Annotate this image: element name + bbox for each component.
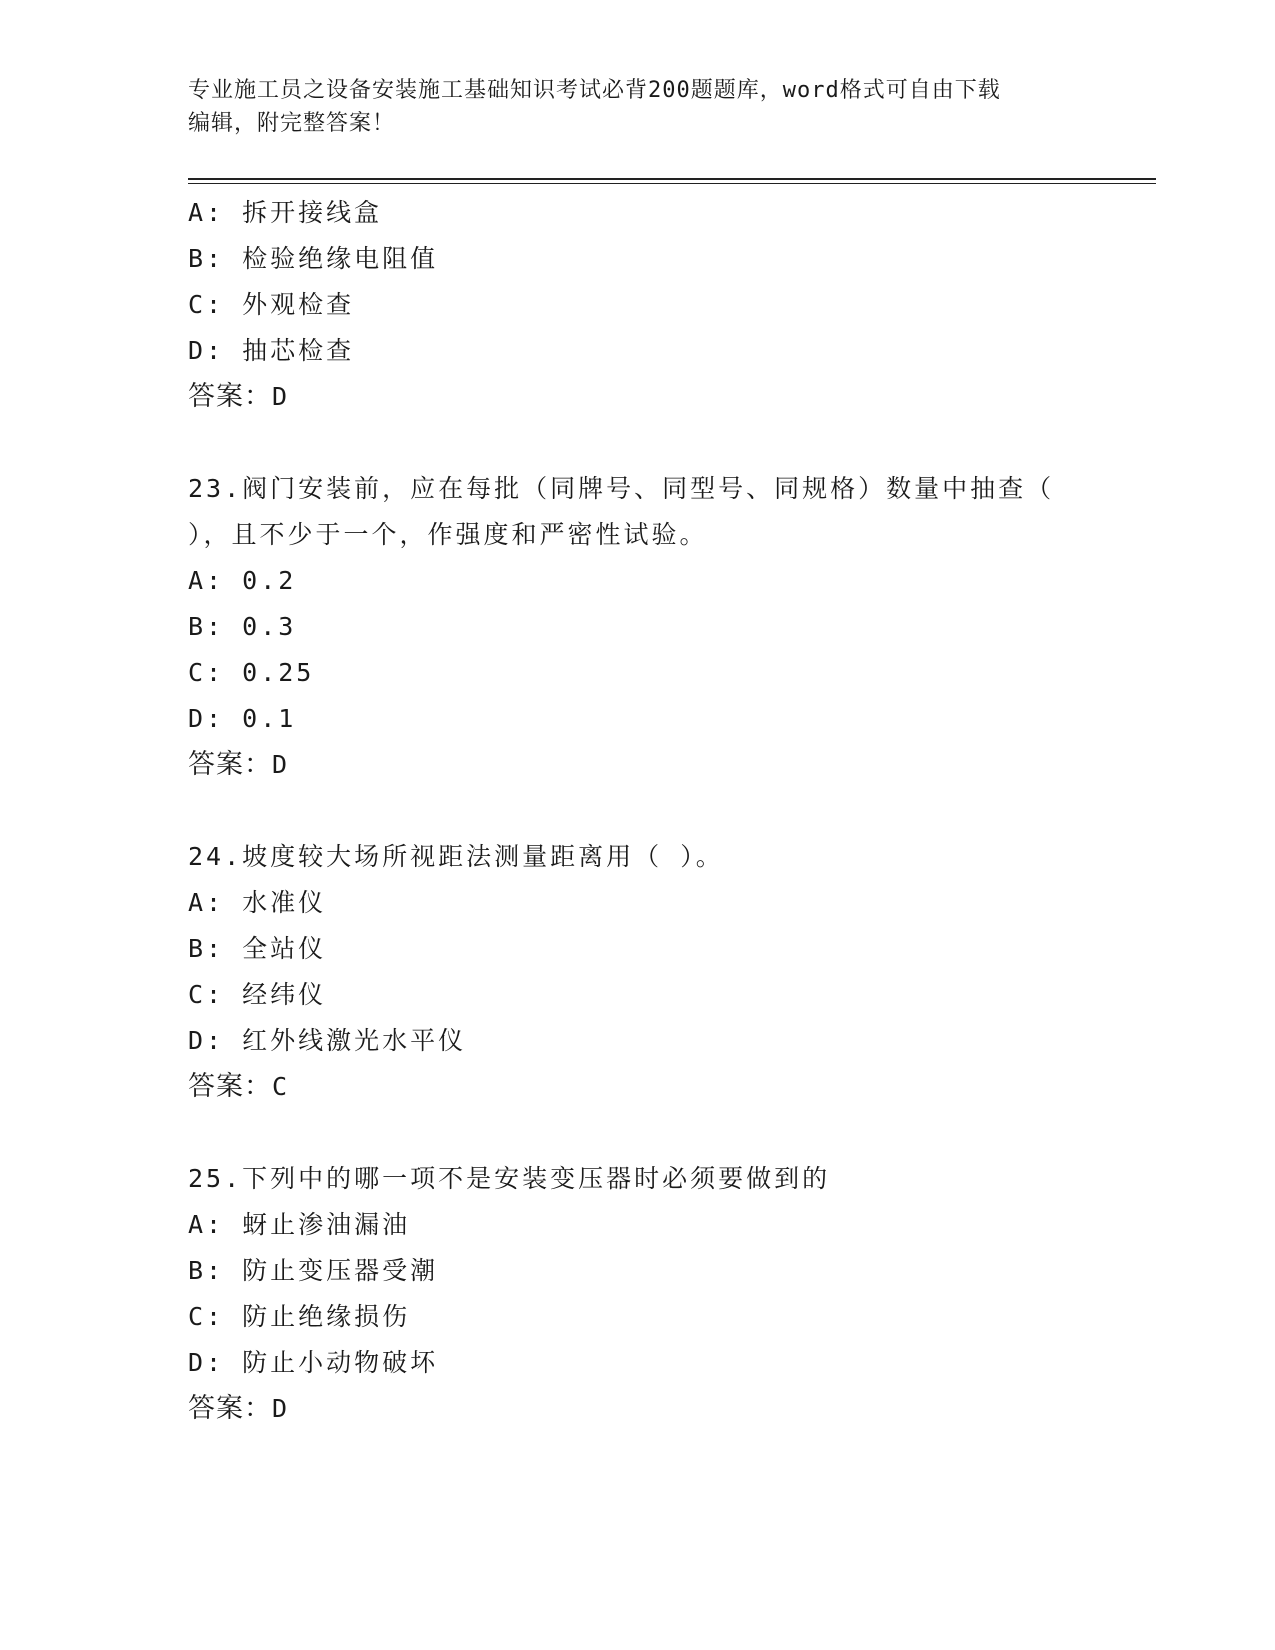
option-a: A: 0.2: [188, 566, 297, 595]
answer-line: [188, 742, 1088, 788]
option-d: D: 防止小动物破坏: [188, 1348, 439, 1377]
question-list: [188, 190, 1088, 1432]
header-divider-thick: [188, 178, 1156, 180]
header-title-line-2: 编辑，附完整答案！: [188, 111, 396, 136]
answer-label: 答案：: [188, 381, 272, 412]
question-text-line-2: ），且不少于一个，作强度和严密性试验。: [188, 520, 708, 549]
option-b: B: 防止变压器受潮: [188, 1256, 439, 1285]
option-d: D: 红外线激光水平仪: [188, 1026, 467, 1055]
question-22: [188, 190, 1088, 420]
option-d: D: 0.1: [188, 704, 297, 733]
answer-value: C: [272, 1072, 289, 1101]
question-23: [188, 466, 1088, 788]
header-divider-thin: [188, 183, 1156, 184]
answer-line: [188, 374, 1088, 420]
question-text-line-1: 25.下列中的哪一项不是安装变压器时必须要做到的: [188, 1164, 831, 1193]
answer-value: D: [272, 1394, 289, 1423]
document-header: [188, 74, 1088, 140]
answer-label: 答案：: [188, 1071, 272, 1102]
answer-line: [188, 1064, 1088, 1110]
answer-line: [188, 1386, 1088, 1432]
option-c: C: 0.25: [188, 658, 315, 687]
question-24: [188, 834, 1088, 1110]
option-c: C: 外观检查: [188, 290, 355, 319]
question-25: [188, 1156, 1088, 1432]
option-a: A: 水准仪: [188, 888, 327, 917]
question-text-line-1: 23.阀门安装前，应在每批（同牌号、同型号、同规格）数量中抽查（: [188, 474, 1055, 503]
answer-label: 答案：: [188, 1393, 272, 1424]
option-c: C: 经纬仪: [188, 980, 327, 1009]
answer-label: 答案：: [188, 749, 272, 780]
option-b: B: 全站仪: [188, 934, 327, 963]
question-text-line-1: 24.坡度较大场所视距法测量距离用（ ）。: [188, 842, 724, 871]
option-d: D: 抽芯检查: [188, 336, 355, 365]
option-c: C: 防止绝缘损伤: [188, 1302, 411, 1331]
option-a: A: 蚜止渗油漏油: [188, 1210, 411, 1239]
option-b: B: 0.3: [188, 612, 297, 641]
answer-value: D: [272, 382, 289, 411]
answer-value: D: [272, 750, 289, 779]
header-title-line-1: 专业施工员之设备安装施工基础知识考试必背200题题库，word格式可自由下载: [188, 78, 1001, 103]
option-b: B: 检验绝缘电阻值: [188, 244, 439, 273]
option-a: A: 拆开接线盒: [188, 198, 383, 227]
